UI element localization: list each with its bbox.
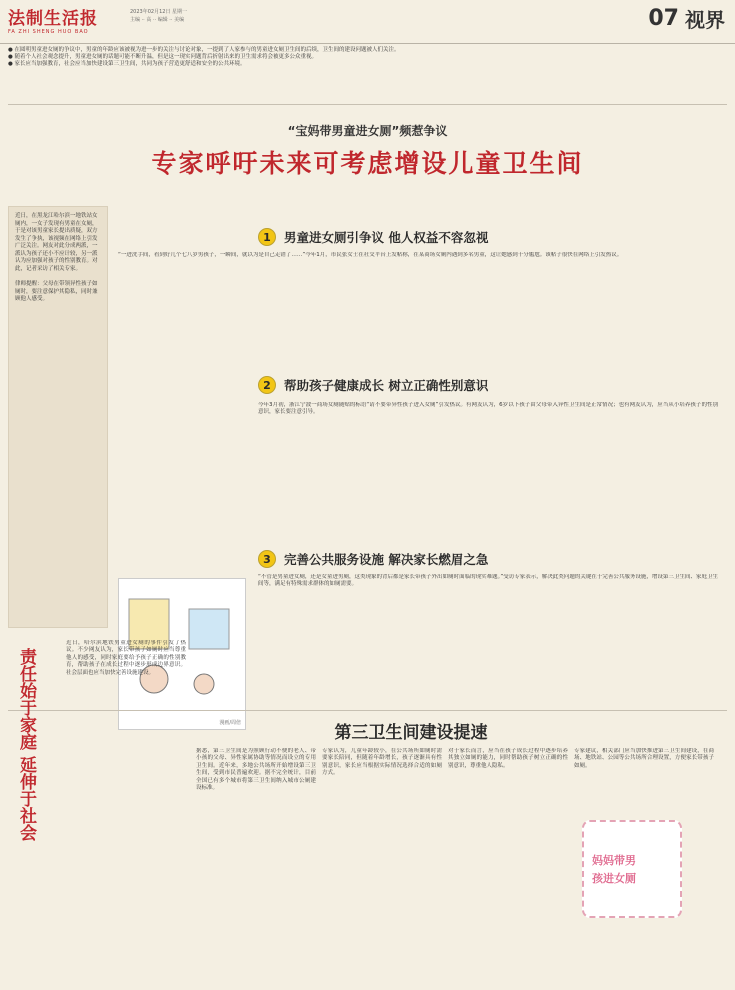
bottom-column-3: 对于家长而言，应当在孩子成长过程中逐步培养其独立如厕的能力，同时帮助孩子树立正确的性别意识，尊重他人隐私。 (448, 748, 568, 769)
lead-summary (8, 44, 728, 71)
cartoon-caption: 漫画/周倍 (219, 720, 241, 726)
intro-sidebar (8, 206, 108, 628)
section-3-body: “不管是男童进女厕，还是女童进男厕，这类现象的背后都是家长带孩子外出如厕时面临的现实难题。”受访专家表示，解决此类问题的关键在于完善公共服务设施，增设第三卫生间、家庭卫生间等，满足有特殊需求群体的如厕需要。 (258, 574, 718, 588)
section-1-heading (258, 226, 548, 248)
section-number-badge: 1 (258, 228, 276, 246)
lead-line: ● 随着个人社会观念提升，男童进女厕的话题可能不断升温，但是这一现实问题背后折射出来的卫生需求将会被更多公众重视。 (8, 54, 318, 60)
section-title: 完善公共服务设施 解决家长燃眉之急 (284, 552, 489, 567)
bottom-column-1: 据悉，第三卫生间是为照顾行动不便的老人、带小孩的父母、异性家属协助等情况而设立的专用卫生间。近年来，多地公共场所开始增设第三卫生间，受到市民普遍欢迎。据不完全统计，目前全国已有多个城市将第三卫生间纳入城市公厕建设标准。 (196, 748, 316, 792)
bottom-column-2: 专家认为，儿童年龄较小，在公共场所如厕时需要家长陪同，但随着年龄增长，孩子逐渐具有性别意识，家长应当根据实际情况选择合适的如厕方式。 (322, 748, 442, 777)
section-2-heading (258, 374, 548, 396)
masthead (0, 0, 735, 44)
logo-title: 法制生活报 (8, 9, 98, 29)
commentary-title: 责任始于家庭 延伸于社会 (16, 648, 36, 841)
decorative-sticker (582, 820, 682, 918)
lead-line: ● 在圆明男童进女厕的争议中，男童的年龄应该被视为进一步的关注与讨论对象，一提到了人家参与的男童进女厕卫生间的后续，卫生间的建设问题被人们关注。 (8, 47, 400, 53)
issue-date: 2023年02月12日 星期一 (130, 9, 188, 15)
section-title: 男童进女厕引争议 他人权益不容忽视 (284, 230, 489, 245)
section-number-badge: 3 (258, 550, 276, 568)
bottom-column-4: 专家建议，相关部门应当加快推进第三卫生间建设，在商场、地铁站、公园等公共场所合理设置，方便家长带孩子如厕。 (574, 748, 714, 769)
sticker-line: 妈妈带男 (592, 854, 636, 867)
page-name: 视界 (685, 8, 725, 32)
section-number-badge: 2 (258, 376, 276, 394)
issue-meta (130, 8, 187, 24)
section-1-body: “一进洗手间，看到好几个七八岁男孩子，一瞬间，就以为是自己走错了……”今年1月，市民张女士在社交平台上发帖称，在某商场女厕内遇到多名男童，这让她感到十分尴尬。该帖子很快在网络上引发热议。 (118, 252, 623, 258)
section-title: 帮助孩子健康成长 树立正确性别意识 (284, 378, 489, 393)
page-title: 专家呼吁未来可考虑增设儿童卫生间 (151, 149, 584, 178)
issue-editors: 主编 ·· 高 ·· 编辑 ·· 美编 (130, 17, 185, 23)
sidebar-intro: 近日，在黑龙江哈尔滨一地铁站女厕内，一女子发现有男童在女厕，于是对该男童家长提出质疑，双方发生了争执，该视频在网络上引发广泛关注。网友对此分成两派，一派认为孩子还小不应计较，另一派认为应加强对孩子的性别教育。对此，记者采访了相关专家。 (15, 213, 98, 272)
commentary-body: 近日，哈尔滨地铁男童进女厕的事件引发了热议。不少网友认为，家长带孩子如厕时应当尊重他人的感受，同时家庭要给予孩子正确的性别教育，帮助孩子在成长过程中逐步形成边界意识。社会层面也应当加快完善设施建设。 (66, 640, 186, 676)
sidebar-note: 律师提醒：父母在带领异性孩子如厕时，要注意保护其隐私，同时兼顾他人感受。 (15, 281, 98, 302)
page-number: 07 (648, 6, 679, 31)
sticker-line: 孩进女厕 (592, 872, 636, 885)
sticker-text (592, 852, 636, 888)
divider (8, 104, 727, 105)
bottom-headline: 第三卫生间建设提速 (334, 723, 488, 743)
logo-subtitle: FA ZHI SHENG HUO BAO (8, 29, 89, 35)
section-3-heading (258, 548, 548, 570)
kicker: “宝妈带男童进女厕”频惹争议 (287, 124, 448, 138)
lead-line: ● 家长应当加强教育，社会应当加快建设第三卫生间，共同为孩子营造更舒适和安全的公共环境。 (8, 61, 246, 67)
page-tag (648, 4, 725, 33)
newspaper-logo (8, 4, 98, 35)
section-2-body: 今年3月初，浙江宁波一商场女厕随贴的标语“请不要带异性孩子进入女厕”引发热议。有网友认为，6岁以下孩子由父母带入异性卫生间是正常情况；也有网友认为，应当从小培养孩子的性别意识，家长要注意引导。 (258, 402, 718, 416)
